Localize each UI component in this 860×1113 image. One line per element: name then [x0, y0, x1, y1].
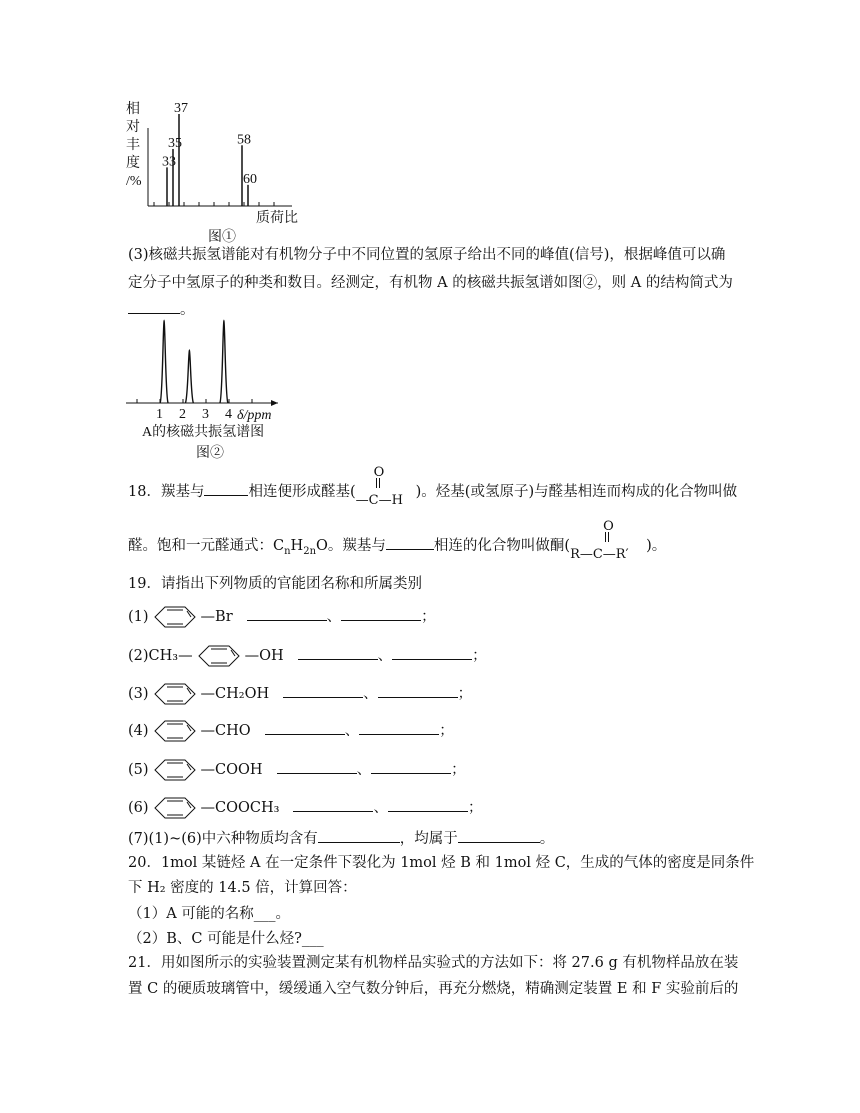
fig2-peak	[220, 321, 228, 403]
fig1-peak-label: 37	[174, 101, 188, 116]
benzene-ring-icon	[149, 795, 201, 821]
answer-blank[interactable]	[298, 645, 378, 660]
fig2-tick-label: 4	[225, 407, 232, 422]
q19-item: (2)CH₃— —OH 、 ；	[128, 643, 487, 669]
q19-functional-group: CHO	[215, 723, 251, 739]
ketone-structure: O R—C—R′	[570, 519, 629, 562]
aldehyde-group-structure: O —C—H	[355, 465, 403, 508]
fig1-ylabel-char: 度	[126, 156, 140, 171]
fig2-peak	[160, 321, 168, 403]
q17-3-line3: 。	[128, 299, 195, 320]
q21-line2: 置 C 的硬质玻璃管中，缓缓通入空气数分钟后，再充分燃烧，精确测定装置 E 和 F 实验前后的	[128, 981, 739, 997]
q19-item: (3) —CH₂OH 、 ；	[128, 681, 472, 707]
q19-item-number: (1)	[128, 609, 149, 625]
q19-item-number: (4)	[128, 723, 149, 739]
q19-item-number: (2)	[128, 648, 149, 664]
answer-blank[interactable]	[371, 759, 451, 774]
q19-item: (5) —COOH 、 ；	[128, 757, 466, 783]
mass-spectrum-figure	[120, 98, 320, 248]
benzene-ring-icon	[149, 681, 201, 707]
q19-item-number: (6)	[128, 800, 149, 816]
benzene-ring-icon	[149, 757, 201, 783]
answer-blank[interactable]	[247, 606, 327, 621]
answer-blank[interactable]	[265, 720, 345, 735]
fig2-peaks	[160, 321, 228, 403]
q19-substituent-left: CH₃	[148, 648, 179, 664]
fig1-xlabel: 质荷比	[256, 211, 298, 226]
fig2-tick-label: 2	[179, 407, 186, 422]
q19-7-line: (7)(1)~(6)中六种物质均含有 ，均属于 。	[128, 828, 554, 849]
fig1-caption: 图①	[208, 230, 236, 245]
q19-item-number: (5)	[128, 762, 149, 778]
fig1-peak-label: 58	[237, 132, 251, 148]
answer-blank[interactable]	[392, 645, 472, 660]
benzene-ring-icon	[149, 718, 201, 744]
fig1-ylabel	[126, 100, 142, 189]
q20-line2: 下 H₂ 密度的 14.5 倍，计算回答：	[128, 880, 357, 896]
fig1-peak-label: 60	[243, 171, 257, 187]
fig1-ylabel-char: 对	[126, 120, 140, 135]
fig1-peak-label: 33	[162, 154, 176, 170]
answer-blank[interactable]	[283, 683, 363, 698]
q19-item: (1) —Br 、 ；	[128, 604, 436, 630]
q19-functional-group: COOH	[215, 762, 263, 778]
answer-blank[interactable]	[318, 828, 400, 843]
fig2-caption: 图②	[196, 446, 224, 461]
benzene-ring-icon	[193, 643, 245, 669]
answer-blank[interactable]	[359, 720, 439, 735]
answer-blank[interactable]	[388, 797, 468, 812]
q20-line3: （1）A 可能的名称___。	[128, 906, 291, 922]
q19-functional-group: OH	[259, 648, 284, 664]
fig1-ylabel-char: /%	[126, 174, 142, 189]
q19-functional-group: COOCH₃	[215, 800, 280, 816]
answer-blank[interactable]	[341, 606, 421, 621]
q19-item: (4) —CHO 、 ；	[128, 718, 454, 744]
q19-functional-group: Br	[215, 609, 233, 625]
answer-blank[interactable]	[128, 299, 180, 314]
answer-blank[interactable]	[458, 828, 540, 843]
answer-blank[interactable]	[277, 759, 357, 774]
fig1-x-ticks	[154, 202, 274, 206]
q21-line1: 21．用如图所示的实验装置测定某有机物样品实验式的方法如下：将 27.6 g 有机物样品放在装	[128, 955, 739, 971]
fig1-peak-label: 35	[168, 135, 182, 151]
q17-3-line1: (3)核磁共振氢谱能对有机物分子中不同位置的氢原子给出不同的峰值(信号)，根据峰值可以确	[128, 247, 726, 263]
answer-blank[interactable]	[386, 535, 434, 550]
fig2-caption-title: A的核磁共振氢谱图	[142, 425, 265, 440]
fig2-tick-label: 1	[156, 407, 163, 422]
answer-blank[interactable]	[293, 797, 373, 812]
fig1-ylabel-char: 丰	[126, 138, 140, 153]
q19-item: (6) —COOCH₃ 、 ；	[128, 795, 482, 821]
fig2-peak	[185, 351, 193, 403]
nmr-spectrum-figure	[120, 318, 290, 463]
q18-line1: 18．羰基与 相连便形成醛基( O —C—H )。烃基(或氢原子)与醛基相连而构成的化合物叫做	[128, 465, 738, 508]
fig1-ylabel-char: 相	[126, 102, 140, 117]
q19-functional-group: CH₂OH	[215, 686, 270, 702]
fig2-axis-arrow-icon	[271, 400, 278, 406]
fig1-peaks	[162, 101, 257, 206]
q19-item-number: (3)	[128, 686, 149, 702]
q19-title: 19．请指出下列物质的官能团名称和所属类别	[128, 576, 422, 592]
answer-blank[interactable]	[204, 481, 248, 496]
fig2-tick-label: 3	[202, 407, 209, 422]
answer-blank[interactable]	[378, 683, 458, 698]
q18-line2: 醛。饱和一元醛通式：$C_nH_{2n}O$。羰基与 相连的化合物叫做酮( O R—C—R′ )。	[128, 519, 667, 562]
fig2-axis-label: δ/ppm	[237, 408, 272, 423]
fig2-ticks	[137, 399, 252, 422]
benzene-ring-icon	[149, 604, 201, 630]
q17-3-line2: 定分子中氢原子的种类和数目。经测定，有机物 A 的核磁共振氢谱如图②，则 A 的结构简式为	[128, 275, 733, 291]
q20-line1: 20．1mol 某链烃 A 在一定条件下裂化为 1mol 烃 B 和 1mol 烃 C，生成的气体的密度是同条件	[128, 855, 755, 871]
q20-line4: （2）B、C 可能是什么烃?___	[128, 931, 324, 947]
